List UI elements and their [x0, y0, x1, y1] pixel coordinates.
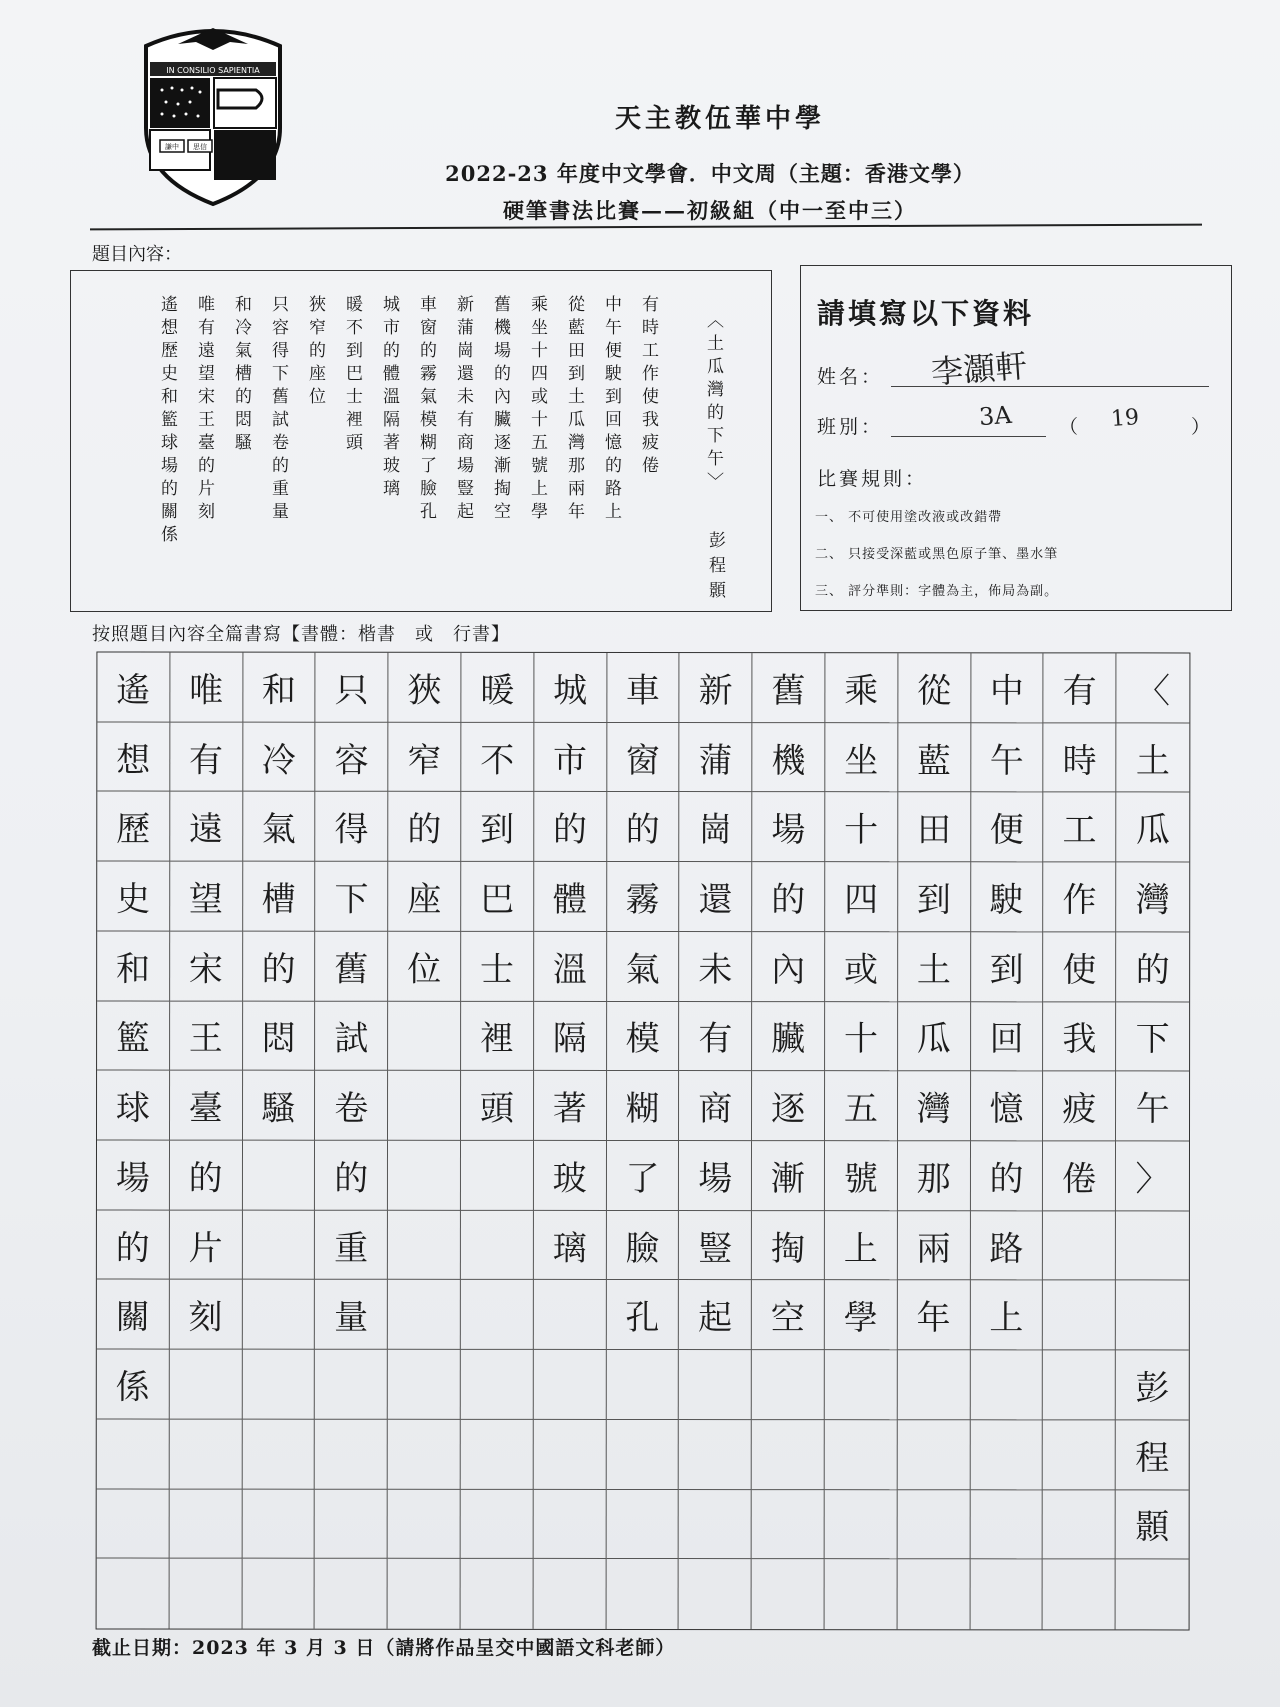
grid-cell[interactable]: 掏	[752, 1211, 825, 1281]
grid-cell[interactable]	[1043, 1211, 1116, 1281]
grid-cell[interactable]: 駛	[971, 862, 1044, 932]
grid-cell[interactable]: 灣	[898, 1072, 971, 1142]
grid-cell[interactable]	[752, 1420, 825, 1490]
grid-cell[interactable]: 歷	[97, 792, 170, 862]
grid-cell[interactable]	[679, 1420, 752, 1490]
grid-cell[interactable]	[97, 1559, 170, 1629]
grid-cell[interactable]: 的	[243, 931, 316, 1001]
grid-cell[interactable]: 機	[752, 723, 825, 793]
grid-cell[interactable]: 體	[534, 862, 607, 932]
grid-cell[interactable]: 起	[679, 1280, 752, 1350]
grid-cell[interactable]	[679, 1350, 752, 1420]
grid-cell[interactable]: 遠	[170, 792, 243, 862]
grid-cell[interactable]: 蒲	[680, 723, 753, 793]
grid-cell[interactable]: 狹	[389, 653, 462, 723]
poem-line: 從藍田到土瓜灣那兩年	[564, 295, 584, 525]
poem-line: 暖不到巴士裡頭	[342, 295, 362, 456]
grid-cell[interactable]	[242, 1280, 315, 1350]
poem-author: 彭程顥	[705, 531, 725, 606]
poem-line: 和冷氣槽的悶騷	[231, 295, 251, 456]
class-handwritten: 3A	[978, 400, 1013, 432]
number-paren-open: （	[1059, 416, 1082, 438]
grid-cell[interactable]: 顥	[1116, 1490, 1189, 1560]
grid-cell[interactable]: 商	[679, 1071, 752, 1141]
grid-cell[interactable]: 王	[170, 1001, 243, 1071]
grid-cell[interactable]: 舊	[316, 932, 389, 1002]
grid-cell[interactable]: 四	[825, 862, 898, 932]
grid-cell[interactable]	[388, 1280, 461, 1350]
grid-cell[interactable]: 中	[971, 653, 1044, 723]
grid-cell[interactable]: 的	[1116, 932, 1189, 1002]
grid-cell[interactable]: 士	[461, 932, 534, 1002]
grid-cell[interactable]: 到	[461, 792, 534, 862]
grid-cell[interactable]: 的	[170, 1141, 243, 1211]
grid-cell[interactable]	[169, 1489, 242, 1559]
grid-cell[interactable]	[825, 1559, 898, 1629]
grid-cell[interactable]: 土	[898, 932, 971, 1002]
grid-cell[interactable]: 程	[1116, 1420, 1189, 1490]
grid-cell[interactable]: 溫	[534, 932, 607, 1002]
crest-motto: IN CONSILIO SAPIENTIA	[166, 66, 260, 75]
grid-cell[interactable]	[461, 1559, 534, 1629]
grid-cell[interactable]: 年	[898, 1281, 971, 1351]
rule-item: 三、 評分準則：字體為主，佈局為副。	[815, 584, 1059, 599]
grid-cell[interactable]: 和	[243, 653, 316, 723]
grid-cell[interactable]	[752, 1559, 825, 1629]
grid-cell[interactable]	[897, 1490, 970, 1560]
writing-instruction: 按照題目內容全篇書寫【書體：楷書 或 行書】	[92, 624, 510, 645]
grid-cell[interactable]: 量	[315, 1280, 388, 1350]
grid-cell[interactable]	[388, 1071, 461, 1141]
grid-cell[interactable]: 我	[1043, 1002, 1116, 1072]
grid-cell[interactable]: 到	[898, 862, 971, 932]
grid-cell[interactable]	[461, 1141, 534, 1211]
grid-cell[interactable]: 場	[679, 1141, 752, 1211]
grid-cell[interactable]: 未	[680, 932, 753, 1002]
grid-cell[interactable]: 還	[680, 862, 753, 932]
grid-cell[interactable]: 車	[607, 653, 680, 723]
grid-cell[interactable]: 只	[316, 653, 389, 723]
grid-cell[interactable]	[315, 1559, 388, 1629]
grid-cell[interactable]: 宋	[170, 931, 243, 1001]
grid-cell[interactable]: 有	[1044, 653, 1117, 723]
grid-cell[interactable]	[752, 1490, 825, 1560]
grid-cell[interactable]: 重	[315, 1210, 388, 1280]
grid-cell[interactable]: 的	[971, 1141, 1044, 1211]
grid-cell[interactable]: 坐	[825, 723, 898, 793]
grid-cell[interactable]: 籃	[97, 1001, 170, 1071]
grid-cell[interactable]: 路	[970, 1211, 1043, 1281]
writing-grid[interactable]	[96, 652, 1191, 1631]
grid-cell[interactable]: 彭	[1116, 1351, 1189, 1421]
poem-line: 新蒲崗還未有商場豎起	[453, 295, 473, 525]
grid-cell[interactable]	[825, 1420, 898, 1490]
grid-cell[interactable]	[242, 1210, 315, 1280]
grid-cell[interactable]	[970, 1350, 1043, 1420]
grid-cell[interactable]: 裡	[461, 1001, 534, 1071]
grid-cell[interactable]: 便	[971, 793, 1044, 863]
grid-cell[interactable]: 崗	[680, 792, 753, 862]
grid-cell[interactable]: 五	[825, 1071, 898, 1141]
grid-cell[interactable]	[388, 1141, 461, 1211]
grid-cell[interactable]	[1043, 1560, 1116, 1630]
grid-cell[interactable]: 關	[97, 1280, 170, 1350]
grid-cell[interactable]: 球	[97, 1071, 170, 1141]
grid-cell[interactable]	[97, 1489, 170, 1559]
grid-cell[interactable]	[533, 1420, 606, 1490]
grid-cell[interactable]: 回	[971, 1002, 1044, 1072]
grid-cell[interactable]	[388, 1210, 461, 1280]
grid-cell[interactable]: 著	[534, 1071, 607, 1141]
grid-cell[interactable]: 疲	[1043, 1072, 1116, 1142]
grid-cell[interactable]: 槽	[243, 862, 316, 932]
grid-cell[interactable]	[461, 1211, 534, 1281]
grid-cell[interactable]	[606, 1350, 679, 1420]
grid-cell[interactable]: 乘	[825, 653, 898, 723]
grid-cell[interactable]	[534, 1280, 607, 1350]
grid-cell[interactable]: 上	[825, 1211, 898, 1281]
poem-line: 只容得下舊試卷的重量	[268, 295, 288, 525]
grid-cell[interactable]: 璃	[534, 1211, 607, 1281]
grid-cell[interactable]	[606, 1420, 679, 1490]
grid-cell[interactable]: 有	[170, 722, 243, 792]
grid-cell[interactable]: 逐	[752, 1071, 825, 1141]
grid-cell[interactable]	[897, 1420, 970, 1490]
grid-cell[interactable]	[315, 1489, 388, 1559]
grid-cell[interactable]	[970, 1490, 1043, 1560]
poem-line: 車窗的霧氣模糊了臉孔	[416, 295, 436, 525]
grid-cell[interactable]: 悶	[243, 1001, 316, 1071]
grid-cell[interactable]	[1116, 1560, 1189, 1630]
grid-cell[interactable]	[315, 1420, 388, 1490]
grid-cell[interactable]: 空	[752, 1281, 825, 1351]
grid-cell[interactable]	[970, 1420, 1043, 1490]
grid-cell[interactable]	[242, 1489, 315, 1559]
grid-cell[interactable]: 下	[316, 862, 389, 932]
grid-cell[interactable]	[1043, 1350, 1116, 1420]
school-name: 天主教伍華中學	[614, 104, 825, 134]
poem-text-box	[70, 270, 772, 612]
grid-cell[interactable]: 玻	[534, 1141, 607, 1211]
grid-cell[interactable]: 的	[97, 1210, 170, 1280]
grid-cell[interactable]	[825, 1350, 898, 1420]
grid-cell[interactable]: 兩	[898, 1211, 971, 1281]
grid-cell[interactable]: 灣	[1116, 863, 1189, 933]
grid-cell[interactable]: 瓜	[1116, 793, 1189, 863]
grid-cell[interactable]: 到	[971, 932, 1044, 1002]
grid-cell[interactable]: 的	[388, 792, 461, 862]
grid-cell[interactable]: 暖	[461, 653, 534, 723]
grid-cell[interactable]: 從	[898, 653, 971, 723]
grid-cell[interactable]: 號	[825, 1141, 898, 1211]
grid-cell[interactable]: 窄	[388, 722, 461, 792]
grid-cell[interactable]: 試	[315, 1001, 388, 1071]
grid-cell[interactable]: 〈	[1117, 653, 1190, 723]
poem-line: 舊機場的內臟逐漸掏空	[490, 295, 510, 525]
grid-cell[interactable]: 頭	[461, 1071, 534, 1141]
name-handwritten: 李灝軒	[929, 346, 1029, 392]
grid-cell[interactable]	[170, 1350, 243, 1420]
grid-cell[interactable]: 冷	[243, 722, 316, 792]
number-paren-close: ）	[1191, 416, 1214, 438]
grid-cell[interactable]	[242, 1419, 315, 1489]
grid-cell[interactable]	[679, 1490, 752, 1560]
grid-cell[interactable]	[1116, 1211, 1189, 1281]
grid-cell[interactable]: 不	[461, 723, 534, 793]
grid-cell[interactable]: 遙	[97, 653, 170, 723]
grid-cell[interactable]: 田	[898, 793, 971, 863]
grid-cell[interactable]: 氣	[243, 792, 316, 862]
grid-cell[interactable]: 孔	[606, 1280, 679, 1350]
grid-cell[interactable]	[534, 1350, 607, 1420]
grid-cell[interactable]: 漸	[752, 1141, 825, 1211]
grid-cell[interactable]	[388, 1489, 461, 1559]
grid-cell[interactable]: 騷	[243, 1071, 316, 1141]
grid-cell[interactable]	[243, 1141, 316, 1211]
grid-cell[interactable]: 刻	[170, 1280, 243, 1350]
grid-cell[interactable]: 舊	[753, 653, 826, 723]
grid-cell[interactable]: 有	[679, 1002, 752, 1072]
grid-cell[interactable]	[897, 1560, 970, 1630]
grid-cell[interactable]: 位	[388, 932, 461, 1002]
grid-cell[interactable]: 工	[1044, 793, 1117, 863]
grid-cell[interactable]: 場	[752, 793, 825, 863]
grid-cell[interactable]: 的	[315, 1141, 388, 1211]
grid-cell[interactable]	[752, 1350, 825, 1420]
grid-cell[interactable]	[242, 1350, 315, 1420]
poem-line: 城市的體溫隔著玻璃	[379, 295, 399, 502]
poem-line: 中午便駛到回憶的路上	[601, 295, 621, 525]
grid-cell[interactable]: 時	[1044, 723, 1117, 793]
grid-cell[interactable]: 窗	[607, 723, 680, 793]
grid-cell[interactable]	[825, 1490, 898, 1560]
class-field-line[interactable]	[891, 436, 1046, 437]
grid-cell[interactable]: 的	[607, 792, 680, 862]
number-handwritten: 19	[1110, 405, 1140, 432]
grid-cell[interactable]: 土	[1116, 723, 1189, 793]
grid-cell[interactable]: 那	[898, 1141, 971, 1211]
grid-cell[interactable]: 豎	[679, 1211, 752, 1281]
grid-cell[interactable]: 想	[97, 722, 170, 792]
grid-cell[interactable]	[606, 1490, 679, 1560]
grid-cell[interactable]: 氣	[607, 932, 680, 1002]
grid-cell[interactable]: 場	[97, 1141, 170, 1211]
grid-cell[interactable]: 座	[388, 862, 461, 932]
competition-title: 硬筆書法比賽——初級組（中一至中三）	[503, 198, 917, 223]
grid-cell[interactable]	[1043, 1420, 1116, 1490]
grid-cell[interactable]: 和	[97, 931, 170, 1001]
grid-cell[interactable]: 上	[970, 1281, 1043, 1351]
grid-cell[interactable]: 作	[1044, 862, 1117, 932]
student-info-box	[800, 265, 1232, 611]
grid-cell[interactable]: 〉	[1116, 1141, 1189, 1211]
grid-cell[interactable]: 臟	[752, 1002, 825, 1072]
grid-cell[interactable]	[461, 1280, 534, 1350]
rules-label: 比賽規則：	[817, 468, 928, 490]
grid-cell[interactable]	[315, 1350, 388, 1420]
grid-cell[interactable]: 臺	[170, 1071, 243, 1141]
poem-line: 遙想歷史和籃球場的關係	[157, 295, 177, 548]
grid-cell[interactable]	[388, 1001, 461, 1071]
grid-cell[interactable]: 唯	[170, 653, 243, 723]
class-label: 班別：	[817, 416, 884, 438]
grid-cell[interactable]: 學	[825, 1281, 898, 1351]
poem-line: 有時工作使我疲倦	[638, 295, 658, 479]
deadline-note: 截止日期：2023 年 3 月 3 日（請將作品呈交中國語文科老師）	[92, 1637, 676, 1659]
grid-cell[interactable]: 午	[1116, 1072, 1189, 1142]
grid-cell[interactable]	[388, 1420, 461, 1490]
grid-cell[interactable]: 隔	[534, 1001, 607, 1071]
crest-left-text: 謙中	[165, 143, 179, 151]
grid-cell[interactable]: 倦	[1043, 1141, 1116, 1211]
grid-cell[interactable]: 係	[97, 1350, 170, 1420]
grid-cell[interactable]: 瓜	[898, 1002, 971, 1072]
grid-cell[interactable]: 午	[971, 723, 1044, 793]
grid-cell[interactable]: 下	[1116, 1002, 1189, 1072]
grid-cell[interactable]	[388, 1559, 461, 1629]
grid-cell[interactable]: 新	[680, 653, 753, 723]
rule-item: 一、 不可使用塗改液或改錯帶	[815, 510, 1003, 525]
rule-item: 二、 只接受深藍或黑色原子筆、墨水筆	[815, 547, 1059, 562]
grid-cell[interactable]	[388, 1350, 461, 1420]
grid-cell[interactable]	[533, 1489, 606, 1559]
grid-cell[interactable]	[169, 1419, 242, 1489]
grid-cell[interactable]	[461, 1350, 534, 1420]
grid-cell[interactable]: 內	[752, 932, 825, 1002]
grid-cell[interactable]: 使	[1044, 932, 1117, 1002]
poem-title: 〈土瓜灣的下午〉	[703, 311, 723, 495]
poem-line: 狹窄的座位	[305, 295, 325, 410]
grid-cell[interactable]: 模	[607, 1002, 680, 1072]
grid-cell[interactable]: 卷	[315, 1071, 388, 1141]
grid-cell[interactable]: 的	[534, 792, 607, 862]
grid-cell[interactable]: 市	[534, 723, 607, 793]
grid-cell[interactable]: 巴	[461, 862, 534, 932]
grid-cell[interactable]: 了	[607, 1141, 680, 1211]
name-label: 姓名：	[817, 366, 884, 388]
grid-cell[interactable]: 望	[170, 862, 243, 932]
crest-right-text: 思信	[193, 143, 207, 151]
grid-cell[interactable]: 容	[316, 722, 389, 792]
grid-cell[interactable]: 的	[752, 862, 825, 932]
grid-cell[interactable]: 史	[97, 862, 170, 932]
grid-cell[interactable]: 或	[825, 932, 898, 1002]
poem-line: 乘坐十四或十五號上學	[527, 295, 547, 525]
topic-label: 題目內容：	[92, 244, 182, 265]
event-title: 2022-23 年度中文學會．中文周（主題：香港文學）	[445, 161, 975, 186]
grid-cell[interactable]: 城	[534, 653, 607, 723]
grid-cell[interactable]	[242, 1559, 315, 1629]
grid-cell[interactable]	[606, 1559, 679, 1629]
grid-cell[interactable]	[533, 1559, 606, 1629]
grid-cell[interactable]	[97, 1419, 170, 1489]
grid-cell[interactable]: 十	[825, 793, 898, 863]
grid-cell[interactable]	[169, 1559, 242, 1629]
grid-cell[interactable]: 臉	[606, 1211, 679, 1281]
grid-cell[interactable]	[1116, 1281, 1189, 1351]
grid-cell[interactable]	[1043, 1490, 1116, 1560]
grid-cell[interactable]	[898, 1350, 971, 1420]
grid-cell[interactable]	[461, 1420, 534, 1490]
grid-cell[interactable]	[970, 1560, 1043, 1630]
grid-cell[interactable]: 十	[825, 1002, 898, 1072]
grid-cell[interactable]: 片	[170, 1210, 243, 1280]
grid-cell[interactable]	[461, 1489, 534, 1559]
grid-cell[interactable]	[679, 1559, 752, 1629]
info-heading: 請填寫以下資料	[817, 297, 1035, 330]
poem-line: 唯有遠望宋王臺的片刻	[194, 295, 214, 525]
grid-cell[interactable]: 糊	[607, 1071, 680, 1141]
grid-cell[interactable]	[1043, 1281, 1116, 1351]
grid-cell[interactable]: 憶	[971, 1072, 1044, 1142]
grid-cell[interactable]: 霧	[607, 862, 680, 932]
grid-cell[interactable]: 藍	[898, 723, 971, 793]
grid-cell[interactable]: 得	[316, 792, 389, 862]
